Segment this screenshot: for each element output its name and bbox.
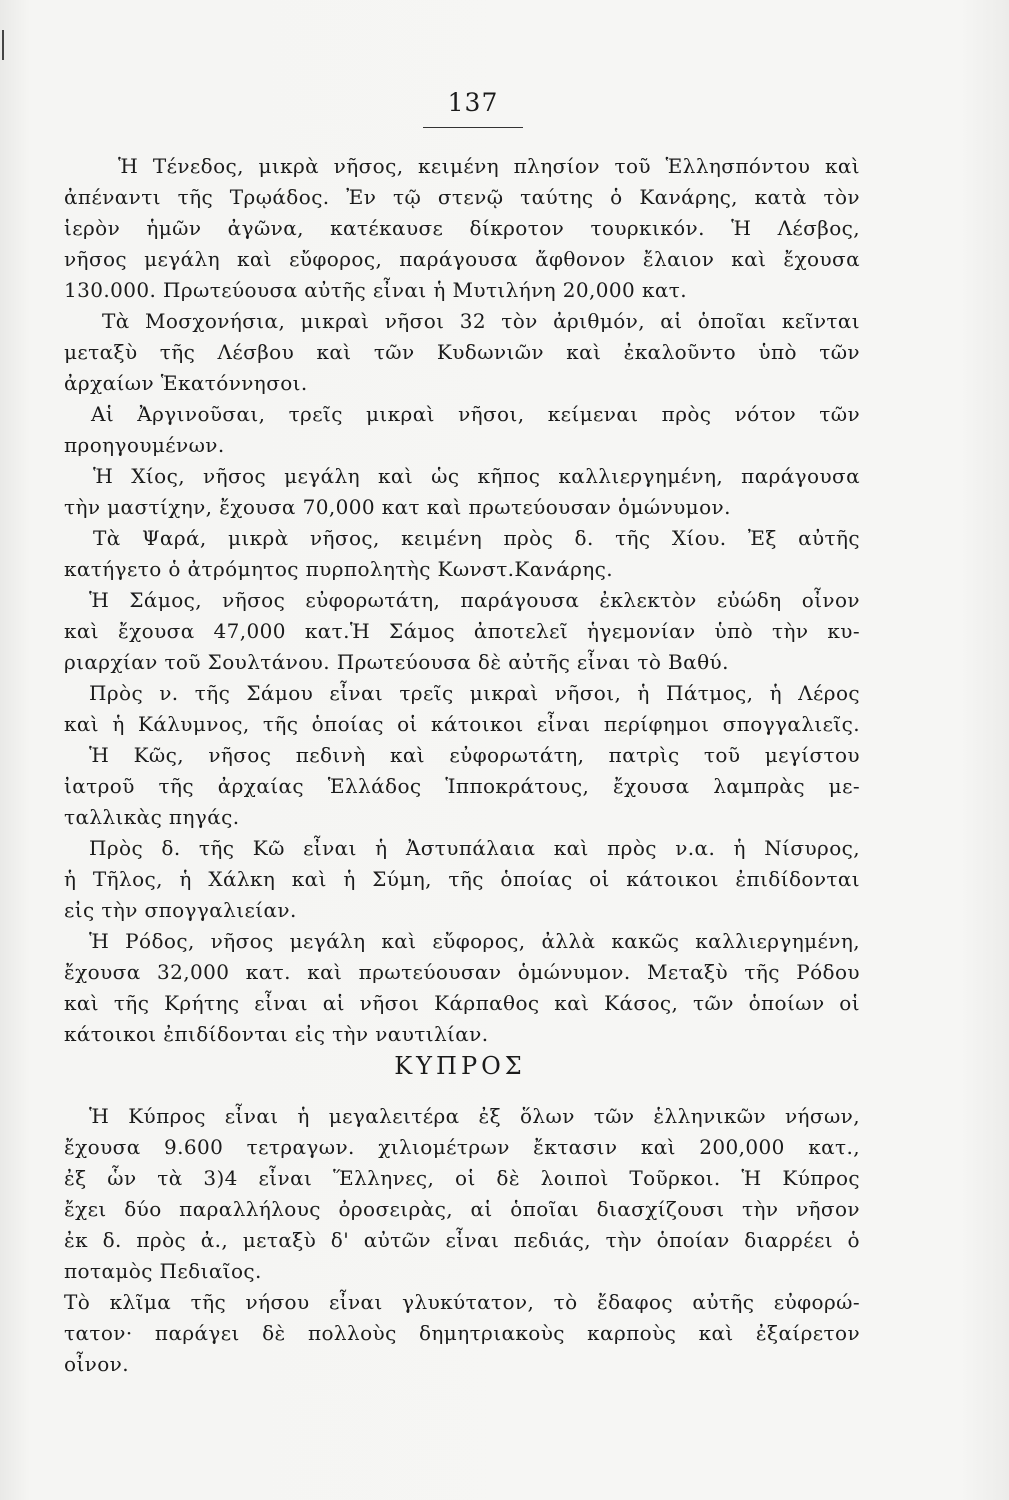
text-line: Ἡ Ρόδος, νῆσος μεγάλη καὶ εὔφορος, ἀλλὰ κακῶς καλλιεργημένη,: [89, 929, 860, 953]
text-line: καὶ ἔχουσα 47,000 κατ.Ἡ Σάμος ἀποτελεῖ ἡγεμονίαν ὑπὸ τὴν κυ-: [64, 619, 860, 643]
text-line: ἰατροῦ τῆς ἀρχαίας Ἑλλάδος Ἱπποκράτους, ἔχουσα λαμπρὰς με-: [64, 774, 860, 798]
text-line: ἡ Τῆλος, ἡ Χάλκη καὶ ἡ Σύμη, τῆς ὁποίας οἱ κάτοικοι ἐπιδίδονται: [64, 867, 860, 891]
text-line: Ἡ Τένεδος, μικρὰ νῆσος, κειμένη πλησίον τοῦ Ἑλλησπόντου καὶ: [118, 154, 860, 178]
text-line: Ἡ Χίος, νῆσος μεγάλη καὶ ὡς κῆπος καλλιεργημένη, παράγουσα: [93, 464, 860, 488]
text-line: Αἱ Ἀργινοῦσαι, τρεῖς μικραὶ νῆσοι, κείμεναι πρὸς νότον τῶν: [91, 402, 860, 426]
text-line: Πρὸς δ. τῆς Κῶ εἶναι ἡ Ἀστυπάλαια καὶ πρὸς ν.α. ἡ Νίσυρος,: [89, 836, 860, 860]
text-line: Τὸ κλῖμα τῆς νήσου εἶναι γλυκύτατον, τὸ ἔδαφος αὐτῆς εὐφορώ-: [64, 1290, 860, 1314]
text-line: μεταξὺ τῆς Λέσβου καὶ τῶν Κυδωνιῶν καὶ ἐκαλοῦντο ὑπὸ τῶν: [64, 340, 860, 364]
text-line: οἶνον.: [64, 1352, 129, 1376]
text-line: Ἡ Σάμος, νῆσος εὐφορωτάτη, παράγουσα ἐκλεκτὸν εὐώδη οἶνον: [89, 588, 860, 612]
text-line: εἰς τὴν σπογγαλιείαν.: [64, 898, 297, 922]
text-line: τὴν μαστίχην, ἔχουσα 70,000 κατ καὶ πρωτεύουσαν ὁμώνυμον.: [64, 495, 731, 519]
text-line: ριαρχίαν τοῦ Σουλτάνου. Πρωτεύουσα δὲ αὐτῆς εἶναι τὸ Βαθύ.: [64, 650, 729, 674]
page-number: 137: [447, 88, 499, 117]
text-line: ἐκ δ. πρὸς ἀ., μεταξὺ δ' αὐτῶν εἶναι πεδιάς, τὴν ὁποίαν διαρρέει ὁ: [64, 1228, 860, 1252]
text-line: Τὰ Μοσχονήσια, μικραὶ νῆσοι 32 τὸν ἀριθμόν, αἱ ὁποῖαι κεῖνται: [102, 309, 860, 333]
text-line: κατήγετο ὁ ἀτρόμητος πυρπολητὴς Κωνστ.Κανάρης.: [64, 557, 614, 581]
text-line: ποταμὸς Πεδιαῖος.: [64, 1259, 262, 1283]
text-line: ἔχουσα 9.600 τετραγων. χιλιομέτρων ἔκτασιν καὶ 200,000 κατ.,: [64, 1135, 860, 1159]
text-line: ἀπέναντι τῆς Τρῳάδος. Ἐν τῷ στενῷ ταύτης ὁ Κανάρης, κατὰ τὸν: [64, 185, 860, 209]
text-line: κάτοικοι ἐπιδίδονται εἰς τὴν ναυτιλίαν.: [64, 1022, 489, 1046]
text-line: καὶ τῆς Κρήτης εἶναι αἱ νῆσοι Κάρπαθος καὶ Κάσος, τῶν ὁποίων οἱ: [64, 991, 860, 1015]
text-line: ἔχουσα 32,000 κατ. καὶ πρωτεύουσαν ὁμώνυμον. Μεταξὺ τῆς Ρόδου: [64, 960, 860, 984]
text-line: νῆσος μεγάλη καὶ εὔφορος, παράγουσα ἄφθονον ἔλαιον καὶ ἔχουσα: [64, 247, 860, 271]
text-line: τατον· παράγει δὲ πολλοὺς δημητριακοὺς καρποὺς καὶ ἐξαίρετον: [64, 1321, 860, 1345]
text-line: ἱερὸν ἡμῶν ἀγῶνα, κατέκαυσε δίκροτον τουρκικόν. Ἡ Λέσβος,: [64, 216, 860, 240]
text-line: Πρὸς ν. τῆς Σάμου εἶναι τρεῖς μικραὶ νῆσοι, ἡ Πάτμος, ἡ Λέρος: [89, 681, 860, 705]
text-line: 130.000. Πρωτεύουσα αὐτῆς εἶναι ἡ Μυτιλήνη 20,000 κατ.: [64, 278, 687, 302]
text-line: ἐξ ὧν τὰ 3)4 εἶναι Ἕλληνες, οἱ δὲ λοιποὶ Τοῦρκοι. Ἡ Κύπρος: [64, 1166, 860, 1190]
text-line: ἀρχαίων Ἑκατόννησοι.: [64, 371, 308, 395]
text-line: ἔχει δύο παραλλήλους ὀροσειρὰς, αἱ ὁποῖαι διασχίζουσι τὴν νῆσον: [64, 1197, 860, 1221]
text-line: Τὰ Ψαρά, μικρὰ νῆσος, κειμένη πρὸς δ. τῆς Χίου. Ἐξ αὐτῆς: [93, 526, 860, 550]
text-line: Ἡ Κῶς, νῆσος πεδινὴ καὶ εὐφορωτάτη, πατρὶς τοῦ μεγίστου: [89, 743, 860, 767]
section-heading: ΚΥΠΡΟΣ: [394, 1052, 526, 1080]
text-line: ταλλικὰς πηγάς.: [64, 805, 240, 829]
text-line: προηγουμένων.: [64, 433, 225, 457]
text-line: Ἡ Κύπρος εἶναι ἡ μεγαλειτέρα ἐξ ὅλων τῶν ἑλληνικῶν νήσων,: [89, 1104, 860, 1128]
text-line: καὶ ἡ Κάλυμνος, τῆς ὁποίας οἱ κάτοικοι εἶναι περίφημοι σπογγαλιεῖς.: [64, 712, 860, 736]
